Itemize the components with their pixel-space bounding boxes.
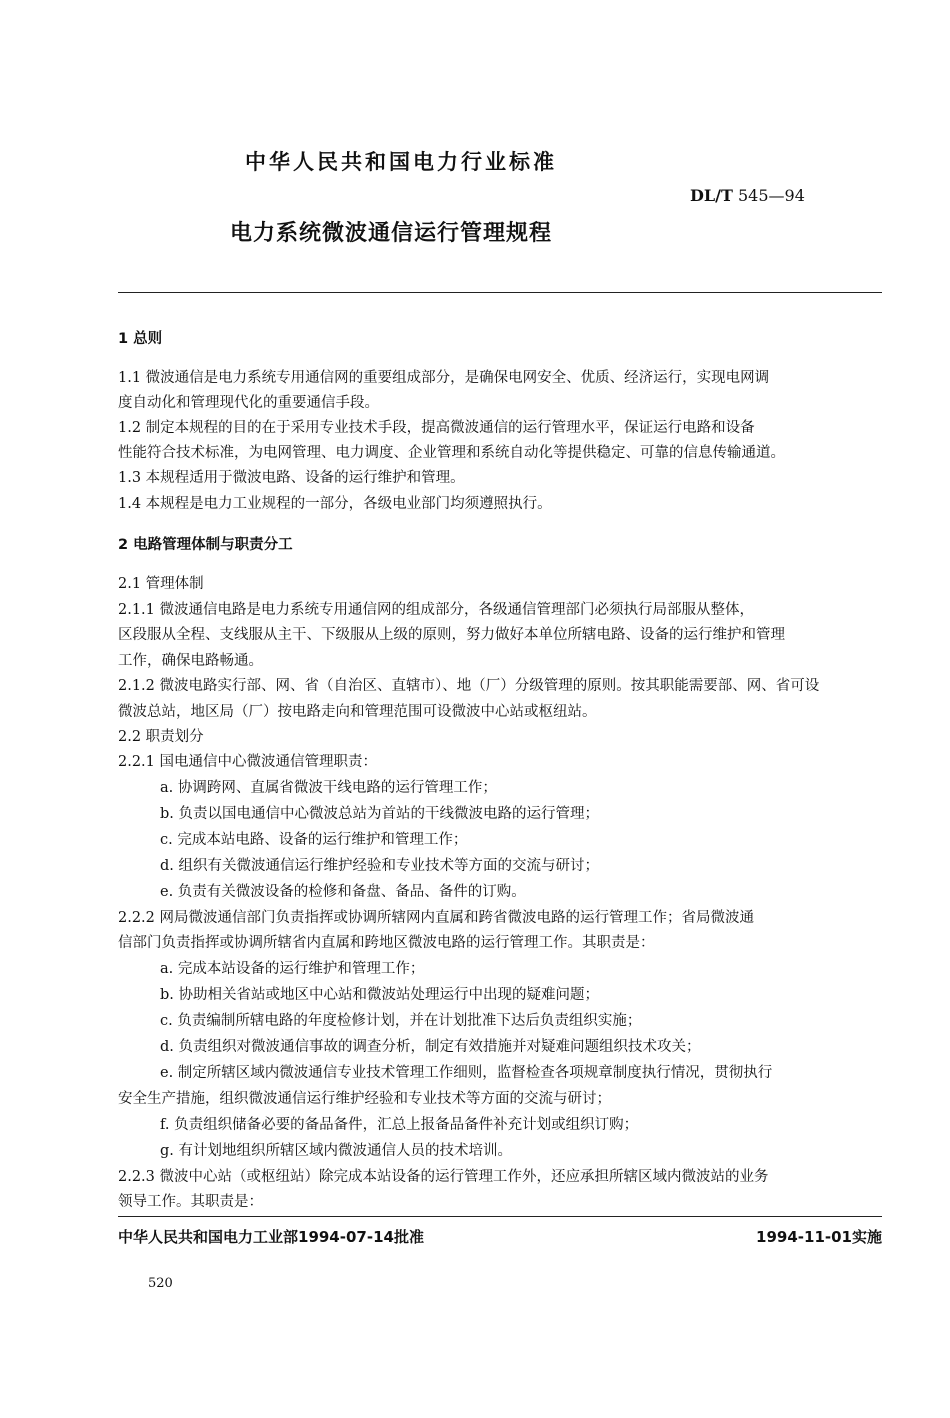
text-line: 性能符合技术标准，为电网管理、电力调度、企业管理和系统自动化等提供稳定、可靠的信息传输通道。	[118, 445, 785, 461]
text-line: 2.1.1 微波通信电路是电力系统专用通信网的组成部分，各级通信管理部门必须执行局部服从整体，	[118, 602, 754, 618]
text-line: 2.2.2 网局微波通信部门负责指挥或协调所辖网内直属和跨省微波电路的运行管理工作；省局微波通	[118, 910, 754, 926]
text-line: 1.4 本规程是电力工业规程的一部分，各级电业部门均须遵照执行。	[118, 496, 552, 512]
text-line: 工作，确保电路畅通。	[118, 653, 263, 669]
standard-title: 中华人民共和国电力行业标准	[245, 150, 557, 174]
list-item: b. 协助相关省站或地区中心站和微波站处理运行中出现的疑难问题；	[160, 987, 599, 1003]
list-item: e. 负责有关微波设备的检修和备盘、备品、备件的订购。	[160, 884, 526, 900]
standard-code	[690, 186, 805, 205]
text-line: 信部门负责指挥或协调所辖省内直属和跨地区微波电路的运行管理工作。其职责是：	[118, 935, 655, 951]
text-line: 1.2 制定本规程的目的在于采用专业技术手段，提高微波通信的运行管理水平，保证运行电路和设备	[118, 420, 755, 436]
text-line: 2.1.2 微波电路实行部、网、省（自治区、直辖市）、地（厂）分级管理的原则。按其职能需要部、网、省可设	[118, 678, 820, 694]
text-line: 2.2 职责划分	[118, 729, 204, 745]
document-title: 电力系统微波通信运行管理规程	[230, 221, 553, 246]
text-line: 安全生产措施，组织微波通信运行维护经验和专业技术等方面的交流与研讨；	[118, 1091, 611, 1107]
list-item: b. 负责以国电通信中心微波总站为首站的干线微波电路的运行管理；	[160, 806, 599, 822]
list-item: d. 负责组织对微波通信事故的调查分析，制定有效措施并对疑难问题组织技术攻关；	[160, 1039, 701, 1055]
text-line: 1.3 本规程适用于微波电路、设备的运行维护和管理。	[118, 470, 465, 486]
footer-divider	[118, 1216, 882, 1217]
section-heading: 1 总则	[118, 331, 163, 347]
text-line: 领导工作。其职责是：	[118, 1194, 263, 1210]
approval-date: 中华人民共和国电力工业部1994-07-14批准	[118, 1228, 424, 1246]
section-heading: 2 电路管理体制与职责分工	[118, 537, 293, 553]
page-number: 520	[148, 1276, 173, 1291]
text-line: 2.1 管理体制	[118, 576, 204, 592]
text-line: 区段服从全程、支线服从主干、下级服从上级的原则，努力做好本单位所辖电路、设备的运行维护和管理	[118, 627, 785, 643]
standard-code-prefix: DL/T	[690, 186, 733, 205]
effective-date: 1994-11-01实施	[756, 1228, 882, 1246]
list-item: d. 组织有关微波通信运行维护经验和专业技术等方面的交流与研讨；	[160, 858, 599, 874]
list-item: f. 负责组织储备必要的备品备件，汇总上报备品备件补充计划或组织订购；	[160, 1117, 639, 1133]
list-item: c. 完成本站电路、设备的运行维护和管理工作；	[160, 832, 468, 848]
text-line: 1.1 微波通信是电力系统专用通信网的重要组成部分，是确保电网安全、优质、经济运行，实现电网调	[118, 370, 770, 386]
list-item: a. 协调跨网、直属省微波干线电路的运行管理工作；	[160, 780, 497, 796]
list-item: e. 制定所辖区域内微波通信专业技术管理工作细则，监督检查各项规章制度执行情况，贯彻执行	[160, 1065, 773, 1081]
list-item: g. 有计划地组织所辖区域内微波通信人员的技术培训。	[160, 1143, 512, 1159]
text-line: 2.2.1 国电通信中心微波通信管理职责：	[118, 754, 378, 770]
standard-code-number: 545—94	[737, 186, 805, 205]
header-divider	[118, 292, 882, 293]
text-line: 微波总站，地区局（厂）按电路走向和管理范围可设微波中心站或枢纽站。	[118, 704, 597, 720]
text-line: 度自动化和管理现代化的重要通信手段。	[118, 395, 379, 411]
list-item: c. 负责编制所辖电路的年度检修计划，并在计划批准下达后负责组织实施；	[160, 1013, 642, 1029]
list-item: a. 完成本站设备的运行维护和管理工作；	[160, 961, 425, 977]
text-line: 2.2.3 微波中心站（或枢纽站）除完成本站设备的运行管理工作外，还应承担所辖区域内微波站的业务	[118, 1169, 769, 1185]
